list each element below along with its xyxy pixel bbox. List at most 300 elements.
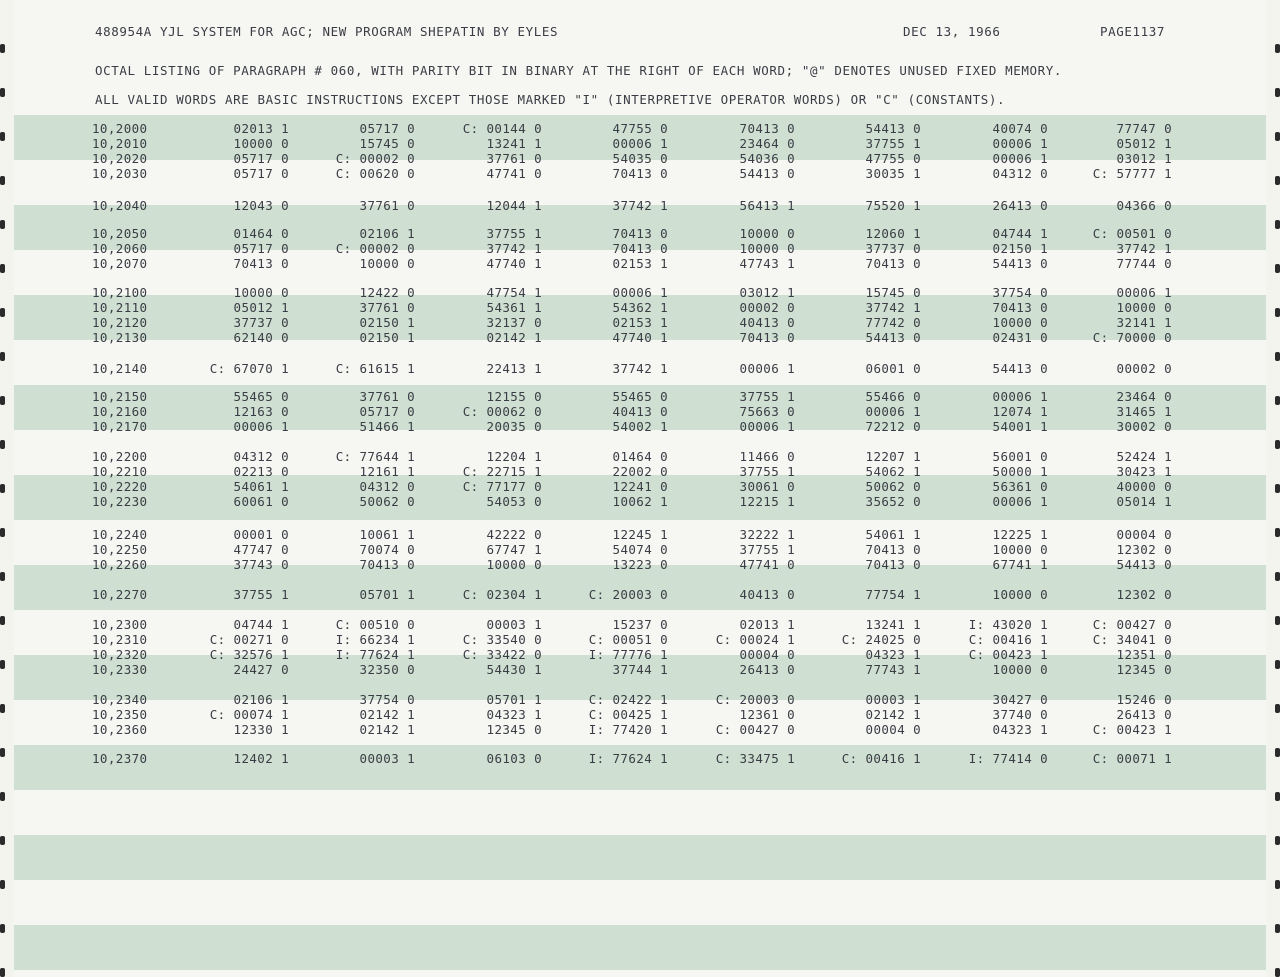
octal-word-cell: 10000 0 — [992, 587, 1048, 602]
address-cell: 10,2360 — [92, 722, 148, 737]
tractor-hole — [1275, 616, 1280, 625]
octal-word-cell: C: 00002 0 — [335, 241, 415, 256]
octal-word-cell: C: 02304 1 — [462, 587, 542, 602]
octal-word-cell: 02153 1 — [612, 315, 668, 330]
octal-word-cell: 10062 1 — [612, 494, 668, 509]
octal-word-cell: 54413 0 — [739, 166, 795, 181]
right-tractor-edge — [1266, 0, 1280, 977]
octal-word-cell: 04312 0 — [233, 449, 289, 464]
octal-word-cell: 12074 1 — [992, 404, 1048, 419]
octal-word-cell: 23464 0 — [1116, 389, 1172, 404]
octal-word-cell: 75520 1 — [865, 198, 921, 213]
tractor-hole — [0, 660, 5, 669]
octal-word-cell: 00002 0 — [739, 300, 795, 315]
octal-word-cell: I: 77414 0 — [968, 751, 1048, 766]
octal-word-cell: 12207 1 — [865, 449, 921, 464]
octal-word-cell: 30061 0 — [739, 479, 795, 494]
octal-word-cell: 00006 1 — [1116, 285, 1172, 300]
octal-word-cell: 12204 1 — [486, 449, 542, 464]
octal-word-cell: 51466 1 — [359, 419, 415, 434]
page-number: PAGE1137 — [1100, 24, 1166, 39]
octal-word-cell: C: 67070 1 — [209, 361, 289, 376]
octal-word-cell: C: 77177 0 — [462, 479, 542, 494]
octal-word-cell: 37755 1 — [739, 389, 795, 404]
octal-word-cell: 50000 1 — [992, 464, 1048, 479]
octal-word-cell: 54001 1 — [992, 419, 1048, 434]
tractor-hole — [0, 836, 5, 845]
octal-word-cell: 55465 0 — [612, 389, 668, 404]
address-cell: 10,2000 — [92, 121, 148, 136]
octal-word-cell: C: 00423 1 — [1092, 722, 1172, 737]
octal-word-cell: C: 00051 0 — [588, 632, 668, 647]
address-cell: 10,2270 — [92, 587, 148, 602]
octal-word-cell: 05717 0 — [233, 241, 289, 256]
octal-word-cell: 50062 0 — [865, 479, 921, 494]
address-cell: 10,2170 — [92, 419, 148, 434]
octal-word-cell: 54413 0 — [865, 330, 921, 345]
octal-word-cell: 00002 0 — [1116, 361, 1172, 376]
octal-word-cell: 62140 0 — [233, 330, 289, 345]
octal-word-cell: 77744 0 — [1116, 256, 1172, 271]
address-cell: 10,2370 — [92, 751, 148, 766]
octal-word-cell: 47740 1 — [486, 256, 542, 271]
octal-word-cell: 00006 1 — [992, 136, 1048, 151]
octal-word-cell: 75663 0 — [739, 404, 795, 419]
octal-word-cell: 12241 0 — [612, 479, 668, 494]
octal-word-cell: 37742 1 — [612, 361, 668, 376]
octal-word-cell: 23464 0 — [739, 136, 795, 151]
octal-word-cell: 10000 0 — [486, 557, 542, 572]
octal-word-cell: 12345 0 — [486, 722, 542, 737]
octal-word-cell: C: 00416 1 — [841, 751, 921, 766]
octal-word-cell: 03012 1 — [739, 285, 795, 300]
octal-word-cell: 00006 1 — [865, 404, 921, 419]
octal-word-cell: I: 77624 1 — [335, 647, 415, 662]
tractor-hole — [0, 704, 5, 713]
octal-word-cell: 12345 0 — [1116, 662, 1172, 677]
octal-word-cell: 00006 1 — [612, 136, 668, 151]
octal-word-cell: C: 00271 0 — [209, 632, 289, 647]
octal-word-cell: 47755 0 — [612, 121, 668, 136]
octal-word-cell: 50062 0 — [359, 494, 415, 509]
job-header: 488954A YJL SYSTEM FOR AGC; NEW PROGRAM SHEPATIN BY EYLES — [95, 24, 559, 39]
octal-word-cell: 70413 0 — [865, 256, 921, 271]
octal-word-cell: I: 43020 1 — [968, 617, 1048, 632]
octal-word-cell: 12361 0 — [739, 707, 795, 722]
octal-word-cell: 54061 1 — [865, 527, 921, 542]
octal-word-cell: 02150 1 — [359, 315, 415, 330]
address-cell: 10,2320 — [92, 647, 148, 662]
octal-word-cell: 31465 1 — [1116, 404, 1172, 419]
octal-word-cell: 37737 0 — [865, 241, 921, 256]
octal-word-cell: 40413 0 — [739, 315, 795, 330]
octal-word-cell: 60061 0 — [233, 494, 289, 509]
octal-word-cell: 00006 1 — [739, 361, 795, 376]
octal-word-cell: 67741 1 — [992, 557, 1048, 572]
tractor-hole — [0, 792, 5, 801]
tractor-hole — [1275, 836, 1280, 845]
octal-word-cell: 12402 1 — [233, 751, 289, 766]
octal-word-cell: 10000 0 — [233, 285, 289, 300]
tractor-hole — [1275, 220, 1280, 229]
tractor-hole — [1275, 44, 1280, 53]
octal-word-cell: 54074 0 — [612, 542, 668, 557]
octal-word-cell: 15745 0 — [865, 285, 921, 300]
octal-word-cell: 12155 0 — [486, 389, 542, 404]
tractor-hole — [0, 924, 5, 933]
octal-word-cell: C: 00024 1 — [715, 632, 795, 647]
octal-word-cell: 05717 0 — [359, 121, 415, 136]
address-cell: 10,2300 — [92, 617, 148, 632]
octal-word-cell: 40413 0 — [739, 587, 795, 602]
octal-word-cell: 37742 1 — [612, 198, 668, 213]
octal-word-cell: I: 66234 1 — [335, 632, 415, 647]
octal-word-cell: 12422 0 — [359, 285, 415, 300]
octal-word-cell: 54002 1 — [612, 419, 668, 434]
octal-word-cell: 47743 1 — [739, 256, 795, 271]
address-cell: 10,2050 — [92, 226, 148, 241]
octal-word-cell: 26413 0 — [1116, 707, 1172, 722]
tractor-hole — [0, 968, 5, 977]
octal-word-cell: 02150 1 — [992, 241, 1048, 256]
octal-word-cell: 54035 0 — [612, 151, 668, 166]
octal-word-cell: 12302 0 — [1116, 587, 1172, 602]
octal-word-cell: 05717 0 — [359, 404, 415, 419]
octal-word-cell: 47755 0 — [865, 151, 921, 166]
octal-word-cell: 70413 0 — [612, 226, 668, 241]
octal-word-cell: 24427 0 — [233, 662, 289, 677]
address-cell: 10,2310 — [92, 632, 148, 647]
octal-word-cell: 77747 0 — [1116, 121, 1172, 136]
octal-word-cell: 37761 0 — [359, 389, 415, 404]
octal-word-cell: 37755 1 — [233, 587, 289, 602]
tractor-hole — [0, 308, 5, 317]
octal-word-cell: 15246 0 — [1116, 692, 1172, 707]
tractor-hole — [0, 572, 5, 581]
octal-word-cell: 54413 0 — [865, 121, 921, 136]
octal-word-cell: 05701 1 — [359, 587, 415, 602]
octal-word-cell: 12330 1 — [233, 722, 289, 737]
octal-word-cell: 42222 0 — [486, 527, 542, 542]
octal-word-cell: I: 77420 1 — [588, 722, 668, 737]
octal-word-cell: 05717 0 — [233, 166, 289, 181]
tractor-hole — [1275, 132, 1280, 141]
octal-word-cell: 02106 1 — [359, 226, 415, 241]
octal-word-cell: 02142 1 — [865, 707, 921, 722]
address-cell: 10,2100 — [92, 285, 148, 300]
octal-word-cell: 01464 0 — [612, 449, 668, 464]
octal-word-cell: 37743 0 — [233, 557, 289, 572]
octal-word-cell: C: 00510 0 — [335, 617, 415, 632]
address-cell: 10,2200 — [92, 449, 148, 464]
octal-word-cell: 54430 1 — [486, 662, 542, 677]
octal-word-cell: I: 77776 1 — [588, 647, 668, 662]
tractor-hole — [1275, 968, 1280, 977]
octal-word-cell: 02013 1 — [739, 617, 795, 632]
address-cell: 10,2260 — [92, 557, 148, 572]
octal-word-cell: C: 70000 0 — [1092, 330, 1172, 345]
octal-word-cell: 00004 0 — [1116, 527, 1172, 542]
octal-word-cell: 32350 0 — [359, 662, 415, 677]
listing-legend: ALL VALID WORDS ARE BASIC INSTRUCTIONS EXCEPT THOSE MARKED "I" (INTERPRETIVE OPERATOR WORDS) OR "C" (CONSTANTS). — [95, 92, 1006, 107]
octal-word-cell: 04744 1 — [992, 226, 1048, 241]
octal-word-cell: 40413 0 — [612, 404, 668, 419]
octal-word-cell: 05701 1 — [486, 692, 542, 707]
octal-word-cell: C: 24025 0 — [841, 632, 921, 647]
octal-word-cell: 54036 0 — [739, 151, 795, 166]
octal-word-cell: 04323 1 — [992, 722, 1048, 737]
address-cell: 10,2160 — [92, 404, 148, 419]
octal-word-cell: 02142 1 — [359, 707, 415, 722]
address-cell: 10,2030 — [92, 166, 148, 181]
octal-word-cell: 37755 1 — [739, 542, 795, 557]
octal-word-cell: C: 00427 0 — [715, 722, 795, 737]
octal-word-cell: 47754 1 — [486, 285, 542, 300]
octal-word-cell: 04323 1 — [486, 707, 542, 722]
left-tractor-edge — [0, 0, 14, 977]
octal-word-cell: 77742 0 — [865, 315, 921, 330]
tractor-hole — [1275, 308, 1280, 317]
octal-word-cell: 22413 1 — [486, 361, 542, 376]
octal-word-cell: C: 02422 1 — [588, 692, 668, 707]
tractor-hole — [0, 132, 5, 141]
greenbar-band — [14, 835, 1266, 880]
octal-word-cell: 26413 0 — [992, 198, 1048, 213]
octal-word-cell: C: 32576 1 — [209, 647, 289, 662]
octal-word-cell: C: 33475 1 — [715, 751, 795, 766]
octal-word-cell: 54062 1 — [865, 464, 921, 479]
octal-word-cell: C: 00071 1 — [1092, 751, 1172, 766]
address-cell: 10,2010 — [92, 136, 148, 151]
octal-word-cell: 26413 0 — [739, 662, 795, 677]
octal-word-cell: 70413 0 — [359, 557, 415, 572]
octal-word-cell: 02142 1 — [486, 330, 542, 345]
octal-word-cell: C: 00062 0 — [462, 404, 542, 419]
octal-word-cell: 04312 0 — [992, 166, 1048, 181]
octal-word-cell: 40000 0 — [1116, 479, 1172, 494]
octal-word-cell: 55466 0 — [865, 389, 921, 404]
octal-word-cell: 10000 0 — [992, 315, 1048, 330]
octal-word-cell: 22002 0 — [612, 464, 668, 479]
octal-word-cell: 47741 0 — [486, 166, 542, 181]
octal-word-cell: C: 22715 1 — [462, 464, 542, 479]
octal-word-cell: 00006 1 — [992, 494, 1048, 509]
octal-word-cell: C: 00620 0 — [335, 166, 415, 181]
octal-word-cell: 77754 1 — [865, 587, 921, 602]
octal-word-cell: 00006 1 — [233, 419, 289, 434]
octal-word-cell: 01464 0 — [233, 226, 289, 241]
octal-word-cell: 37737 0 — [233, 315, 289, 330]
address-cell: 10,2340 — [92, 692, 148, 707]
tractor-hole — [0, 484, 5, 493]
octal-word-cell: 37742 1 — [865, 300, 921, 315]
octal-word-cell: 10000 0 — [992, 542, 1048, 557]
octal-word-cell: 00001 0 — [233, 527, 289, 542]
octal-word-cell: 56413 1 — [739, 198, 795, 213]
octal-word-cell: C: 00423 1 — [968, 647, 1048, 662]
octal-word-cell: 70413 0 — [992, 300, 1048, 315]
octal-word-cell: C: 57777 1 — [1092, 166, 1172, 181]
tractor-hole — [1275, 660, 1280, 669]
address-cell: 10,2070 — [92, 256, 148, 271]
octal-word-cell: C: 20003 0 — [715, 692, 795, 707]
tractor-hole — [0, 396, 5, 405]
octal-word-cell: 37740 0 — [992, 707, 1048, 722]
tractor-hole — [1275, 528, 1280, 537]
address-cell: 10,2130 — [92, 330, 148, 345]
octal-word-cell: 10000 0 — [739, 226, 795, 241]
tractor-hole — [1275, 352, 1280, 361]
address-cell: 10,2330 — [92, 662, 148, 677]
address-cell: 10,2210 — [92, 464, 148, 479]
octal-word-cell: 70074 0 — [359, 542, 415, 557]
octal-word-cell: 30427 0 — [992, 692, 1048, 707]
octal-word-cell: 04323 1 — [865, 647, 921, 662]
octal-word-cell: 37755 1 — [865, 136, 921, 151]
address-cell: 10,2250 — [92, 542, 148, 557]
octal-word-cell: 32137 0 — [486, 315, 542, 330]
octal-word-cell: 02213 0 — [233, 464, 289, 479]
address-cell: 10,2110 — [92, 300, 148, 315]
octal-word-cell: 00003 1 — [865, 692, 921, 707]
octal-word-cell: 30035 1 — [865, 166, 921, 181]
octal-word-cell: 70413 0 — [739, 330, 795, 345]
tractor-hole — [1275, 880, 1280, 889]
octal-word-cell: 00006 1 — [992, 151, 1048, 166]
octal-word-cell: 67747 1 — [486, 542, 542, 557]
octal-word-cell: 12060 1 — [865, 226, 921, 241]
octal-word-cell: 37761 0 — [359, 198, 415, 213]
octal-word-cell: 35652 0 — [865, 494, 921, 509]
octal-word-cell: 54362 1 — [612, 300, 668, 315]
octal-word-cell: 52424 1 — [1116, 449, 1172, 464]
octal-word-cell: 54361 1 — [486, 300, 542, 315]
tractor-hole — [0, 264, 5, 273]
octal-word-cell: C: 00074 1 — [209, 707, 289, 722]
octal-word-cell: 10000 0 — [992, 662, 1048, 677]
octal-word-cell: 12043 0 — [233, 198, 289, 213]
octal-word-cell: 12245 1 — [612, 527, 668, 542]
octal-word-cell: 10000 0 — [739, 241, 795, 256]
octal-word-cell: 13241 1 — [865, 617, 921, 632]
octal-word-cell: 54413 0 — [992, 361, 1048, 376]
octal-word-cell: C: 00501 0 — [1092, 226, 1172, 241]
octal-word-cell: 12215 1 — [739, 494, 795, 509]
octal-word-cell: 56361 0 — [992, 479, 1048, 494]
octal-word-cell: 30002 0 — [1116, 419, 1172, 434]
tractor-hole — [1275, 484, 1280, 493]
octal-word-cell: 00006 1 — [739, 419, 795, 434]
octal-word-cell: 37761 0 — [359, 300, 415, 315]
octal-word-cell: 02013 1 — [233, 121, 289, 136]
address-cell: 10,2140 — [92, 361, 148, 376]
octal-word-cell: 37754 0 — [359, 692, 415, 707]
octal-word-cell: 15745 0 — [359, 136, 415, 151]
address-cell: 10,2120 — [92, 315, 148, 330]
octal-word-cell: 37742 1 — [486, 241, 542, 256]
octal-word-cell: 12163 0 — [233, 404, 289, 419]
listing-description: OCTAL LISTING OF PARAGRAPH # 060, WITH PARITY BIT IN BINARY AT THE RIGHT OF EACH WORD; "@" DENOTES UNUSED FIXED MEMORY. — [95, 63, 1062, 78]
octal-word-cell: 06103 0 — [486, 751, 542, 766]
tractor-hole — [0, 528, 5, 537]
octal-word-cell: 30423 1 — [1116, 464, 1172, 479]
octal-word-cell: 70413 0 — [739, 121, 795, 136]
octal-word-cell: 37744 1 — [612, 662, 668, 677]
octal-word-cell: 02142 1 — [359, 722, 415, 737]
greenbar-band — [14, 925, 1266, 970]
tractor-hole — [0, 880, 5, 889]
tractor-hole — [0, 748, 5, 757]
octal-word-cell: 54413 0 — [1116, 557, 1172, 572]
tractor-hole — [1275, 88, 1280, 97]
octal-word-cell: 12351 0 — [1116, 647, 1172, 662]
octal-word-cell: 10000 0 — [233, 136, 289, 151]
octal-word-cell: C: 00002 0 — [335, 151, 415, 166]
octal-word-cell: 37754 0 — [992, 285, 1048, 300]
octal-word-cell: 72212 0 — [865, 419, 921, 434]
octal-word-cell: 70413 0 — [233, 256, 289, 271]
octal-word-cell: 12044 1 — [486, 198, 542, 213]
octal-word-cell: 54061 1 — [233, 479, 289, 494]
octal-word-cell: 40074 0 — [992, 121, 1048, 136]
octal-word-cell: 54413 0 — [992, 256, 1048, 271]
address-cell: 10,2040 — [92, 198, 148, 213]
octal-word-cell: C: 20003 0 — [588, 587, 668, 602]
tractor-hole — [0, 352, 5, 361]
octal-word-cell: 47741 0 — [739, 557, 795, 572]
octal-word-cell: C: 61615 1 — [335, 361, 415, 376]
tractor-hole — [0, 440, 5, 449]
tractor-hole — [0, 176, 5, 185]
octal-word-cell: 10061 1 — [359, 527, 415, 542]
address-cell: 10,2220 — [92, 479, 148, 494]
octal-word-cell: 10000 0 — [359, 256, 415, 271]
octal-word-cell: 12302 0 — [1116, 542, 1172, 557]
tractor-hole — [1275, 264, 1280, 273]
octal-word-cell: 70413 0 — [865, 542, 921, 557]
octal-word-cell: C: 33540 0 — [462, 632, 542, 647]
octal-word-cell: 05717 0 — [233, 151, 289, 166]
tractor-hole — [1275, 704, 1280, 713]
octal-word-cell: C: 00425 1 — [588, 707, 668, 722]
octal-word-cell: 00003 1 — [359, 751, 415, 766]
octal-word-cell: 77743 1 — [865, 662, 921, 677]
print-date: DEC 13, 1966 — [903, 24, 1001, 39]
octal-word-cell: 32141 1 — [1116, 315, 1172, 330]
octal-word-cell: 37742 1 — [1116, 241, 1172, 256]
octal-word-cell: 04744 1 — [233, 617, 289, 632]
tractor-hole — [1275, 792, 1280, 801]
octal-word-cell: 12161 1 — [359, 464, 415, 479]
octal-word-cell: 37755 1 — [739, 464, 795, 479]
octal-word-cell: 13241 1 — [486, 136, 542, 151]
address-cell: 10,2150 — [92, 389, 148, 404]
octal-word-cell: 10000 0 — [1116, 300, 1172, 315]
octal-word-cell: 04312 0 — [359, 479, 415, 494]
octal-word-cell: 70413 0 — [612, 241, 668, 256]
address-cell: 10,2060 — [92, 241, 148, 256]
octal-word-cell: 02106 1 — [233, 692, 289, 707]
octal-word-cell: 11466 0 — [739, 449, 795, 464]
octal-word-cell: C: 00427 0 — [1092, 617, 1172, 632]
octal-word-cell: 32222 1 — [739, 527, 795, 542]
octal-word-cell: 54053 0 — [486, 494, 542, 509]
tractor-hole — [0, 88, 5, 97]
octal-word-cell: C: 00416 1 — [968, 632, 1048, 647]
octal-word-cell: 00003 1 — [486, 617, 542, 632]
octal-word-cell: C: 34041 0 — [1092, 632, 1172, 647]
octal-word-cell: 00006 1 — [992, 389, 1048, 404]
